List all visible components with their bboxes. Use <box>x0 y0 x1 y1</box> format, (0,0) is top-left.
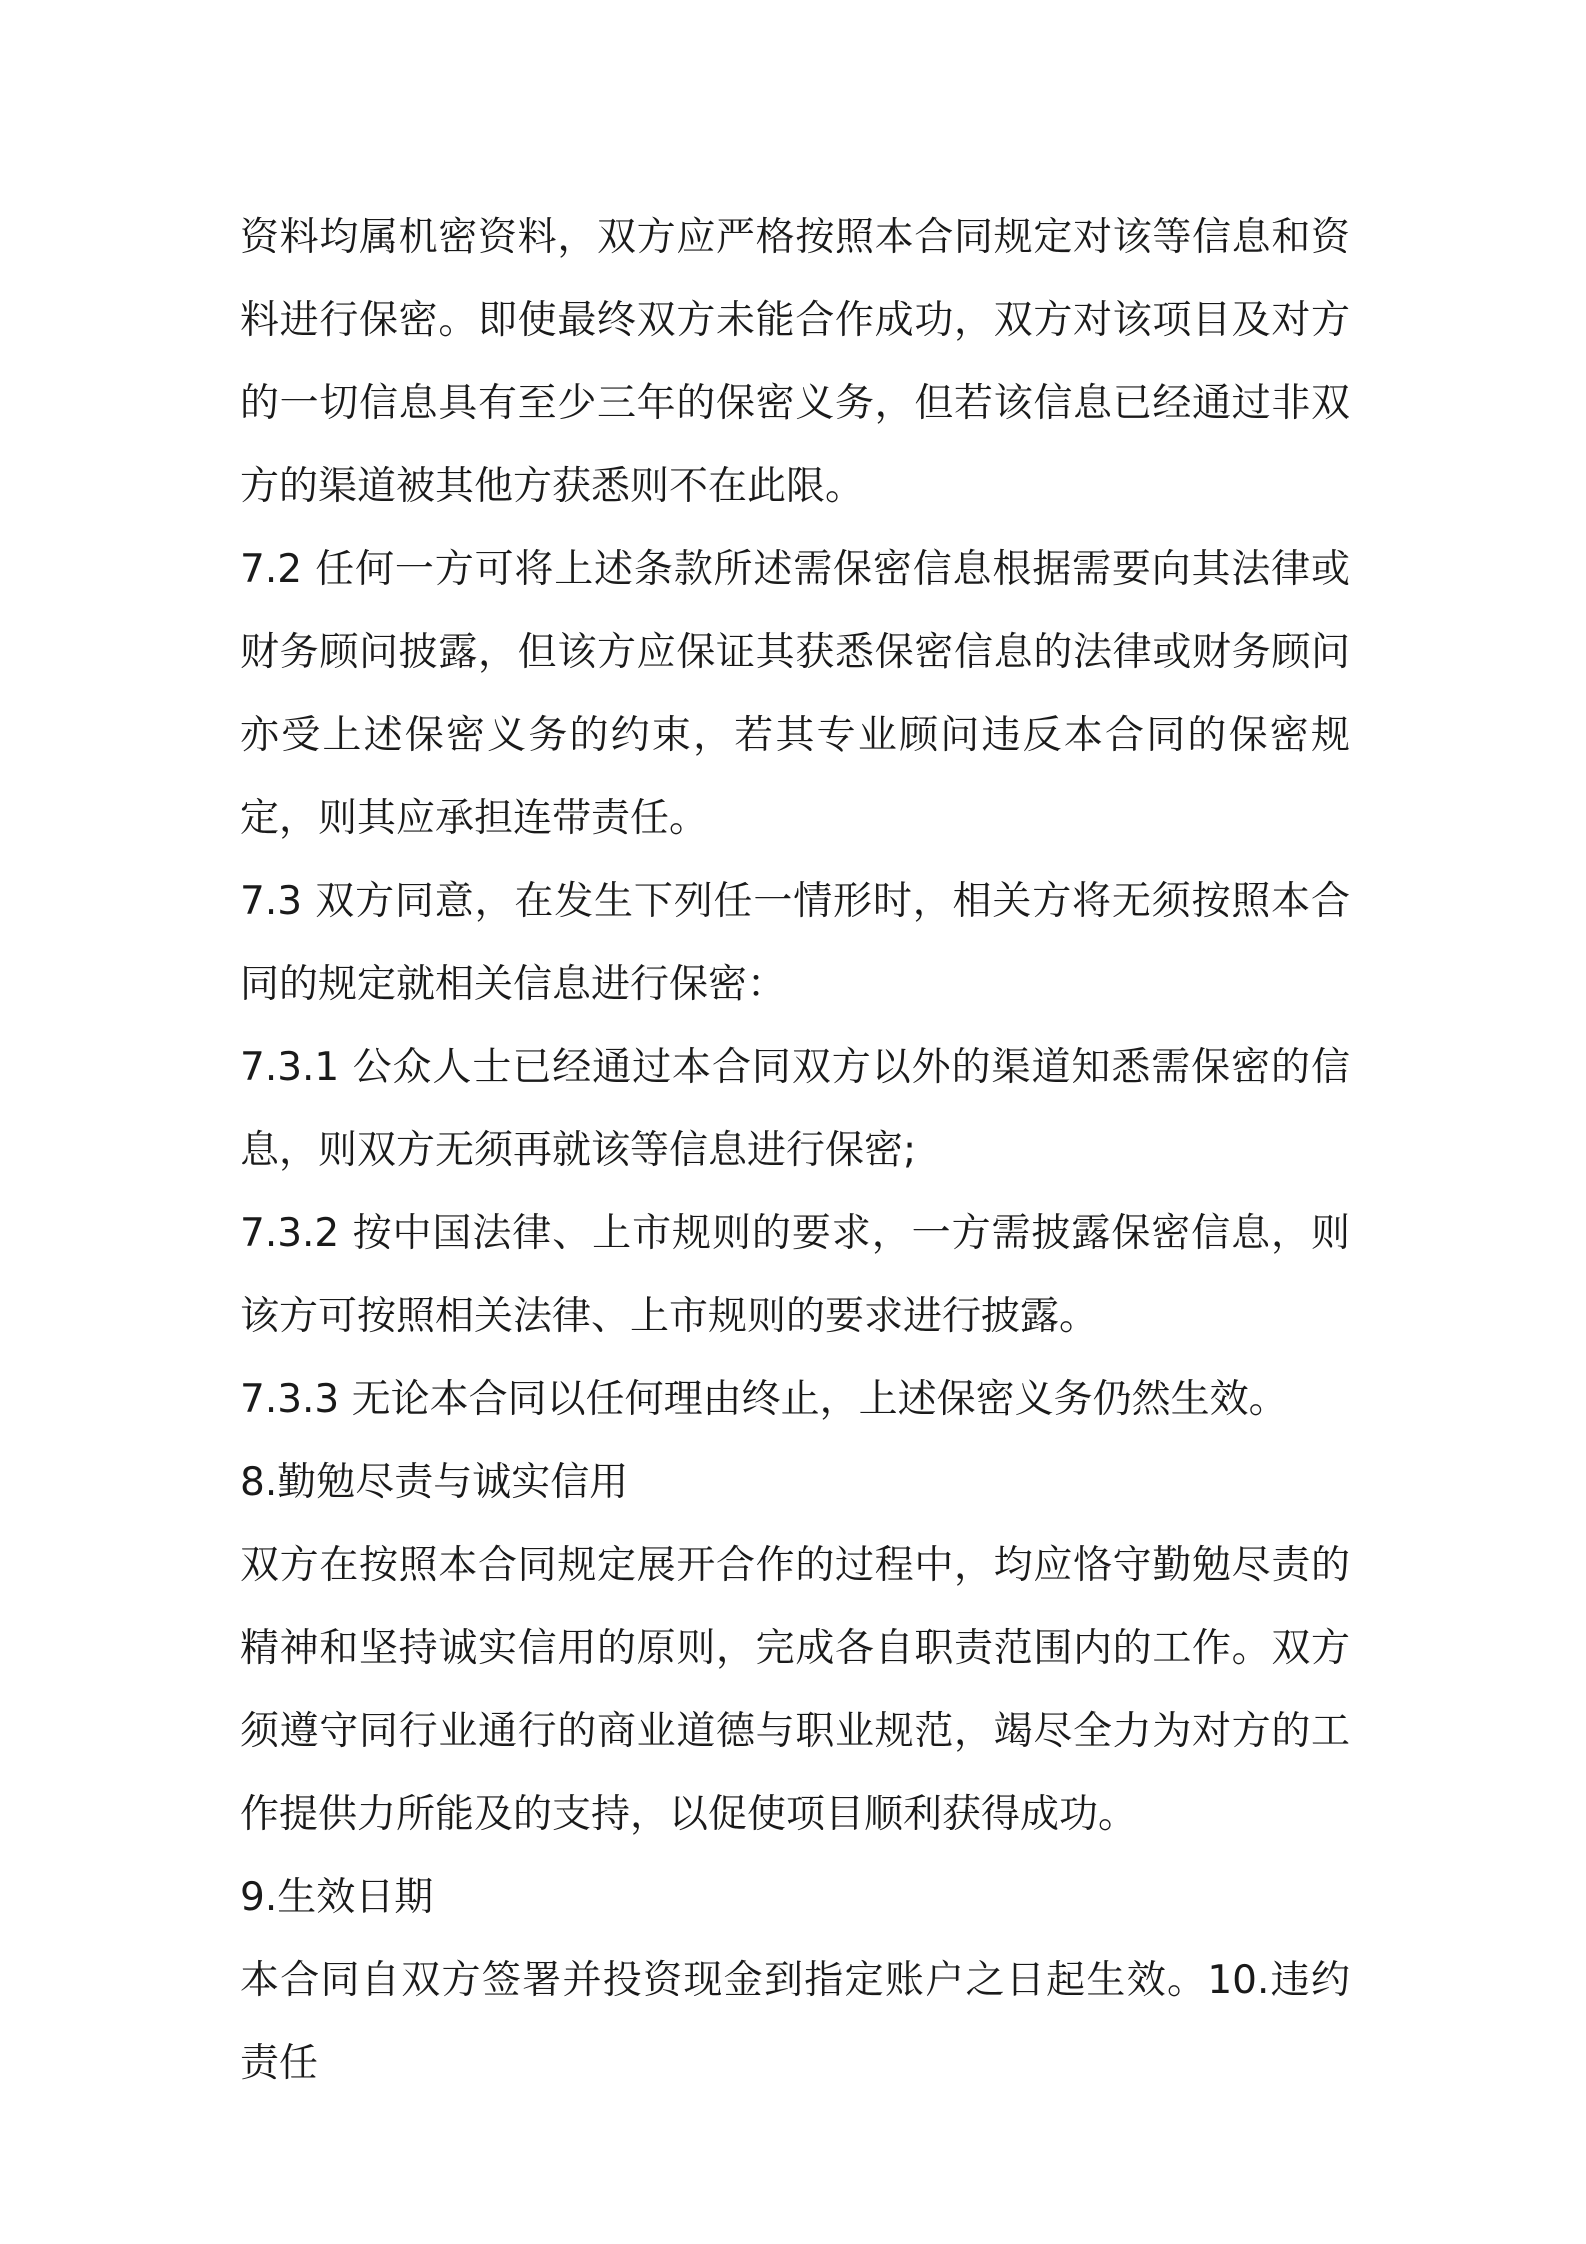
paragraph-section-8: 双方在按照本合同规定展开合作的过程中，均应恪守勤勉尽责的精神和坚持诚实信用的原则，完成各自职责范围内的工作。双方须遵守同行业通行的商业道德与职业规范，竭尽全力为对方的工作提供力所能及的支持，以促使项目顺利获得成功。 <box>240 1543 1350 1837</box>
section-heading-8: 8.勤勉尽责与诚实信用 <box>240 1460 629 1505</box>
paragraph-section-9: 本合同自双方签署并投资现金到指定账户之日起生效。10.违约责任 <box>240 1958 1350 2086</box>
paragraph-7-3-3: 7.3.3 无论本合同以任何理由终止，上述保密义务仍然生效。 <box>240 1377 1288 1422</box>
paragraph-7-3-1: 7.3.1 公众人士已经通过本合同双方以外的渠道知悉需保密的信息，则双方无须再就该等信息进行保密; <box>240 1045 1350 1173</box>
paragraph-7-3-2: 7.3.2 按中国法律、上市规则的要求，一方需披露保密信息，则该方可按照相关法律、上市规则的要求进行披露。 <box>240 1211 1350 1339</box>
section-heading-9: 9.生效日期 <box>240 1875 434 1920</box>
paragraph-7-2: 7.2 任何一方可将上述条款所述需保密信息根据需要向其法律或财务顾问披露，但该方应保证其获悉保密信息的法律或财务顾问亦受上述保密义务的约束，若其专业顾问违反本合同的保密规定，则其应承担连带责任。 <box>240 547 1350 841</box>
document-body <box>240 196 1350 2105</box>
paragraph-7-3: 7.3 双方同意，在发生下列任一情形时，相关方将无须按照本合同的规定就相关信息进行保密： <box>240 879 1350 1007</box>
paragraph-confidential-materials: 资料均属机密资料，双方应严格按照本合同规定对该等信息和资料进行保密。即使最终双方未能合作成功，双方对该项目及对方的一切信息具有至少三年的保密义务，但若该信息已经通过非双方的渠道被其他方获悉则不在此限。 <box>240 215 1350 509</box>
